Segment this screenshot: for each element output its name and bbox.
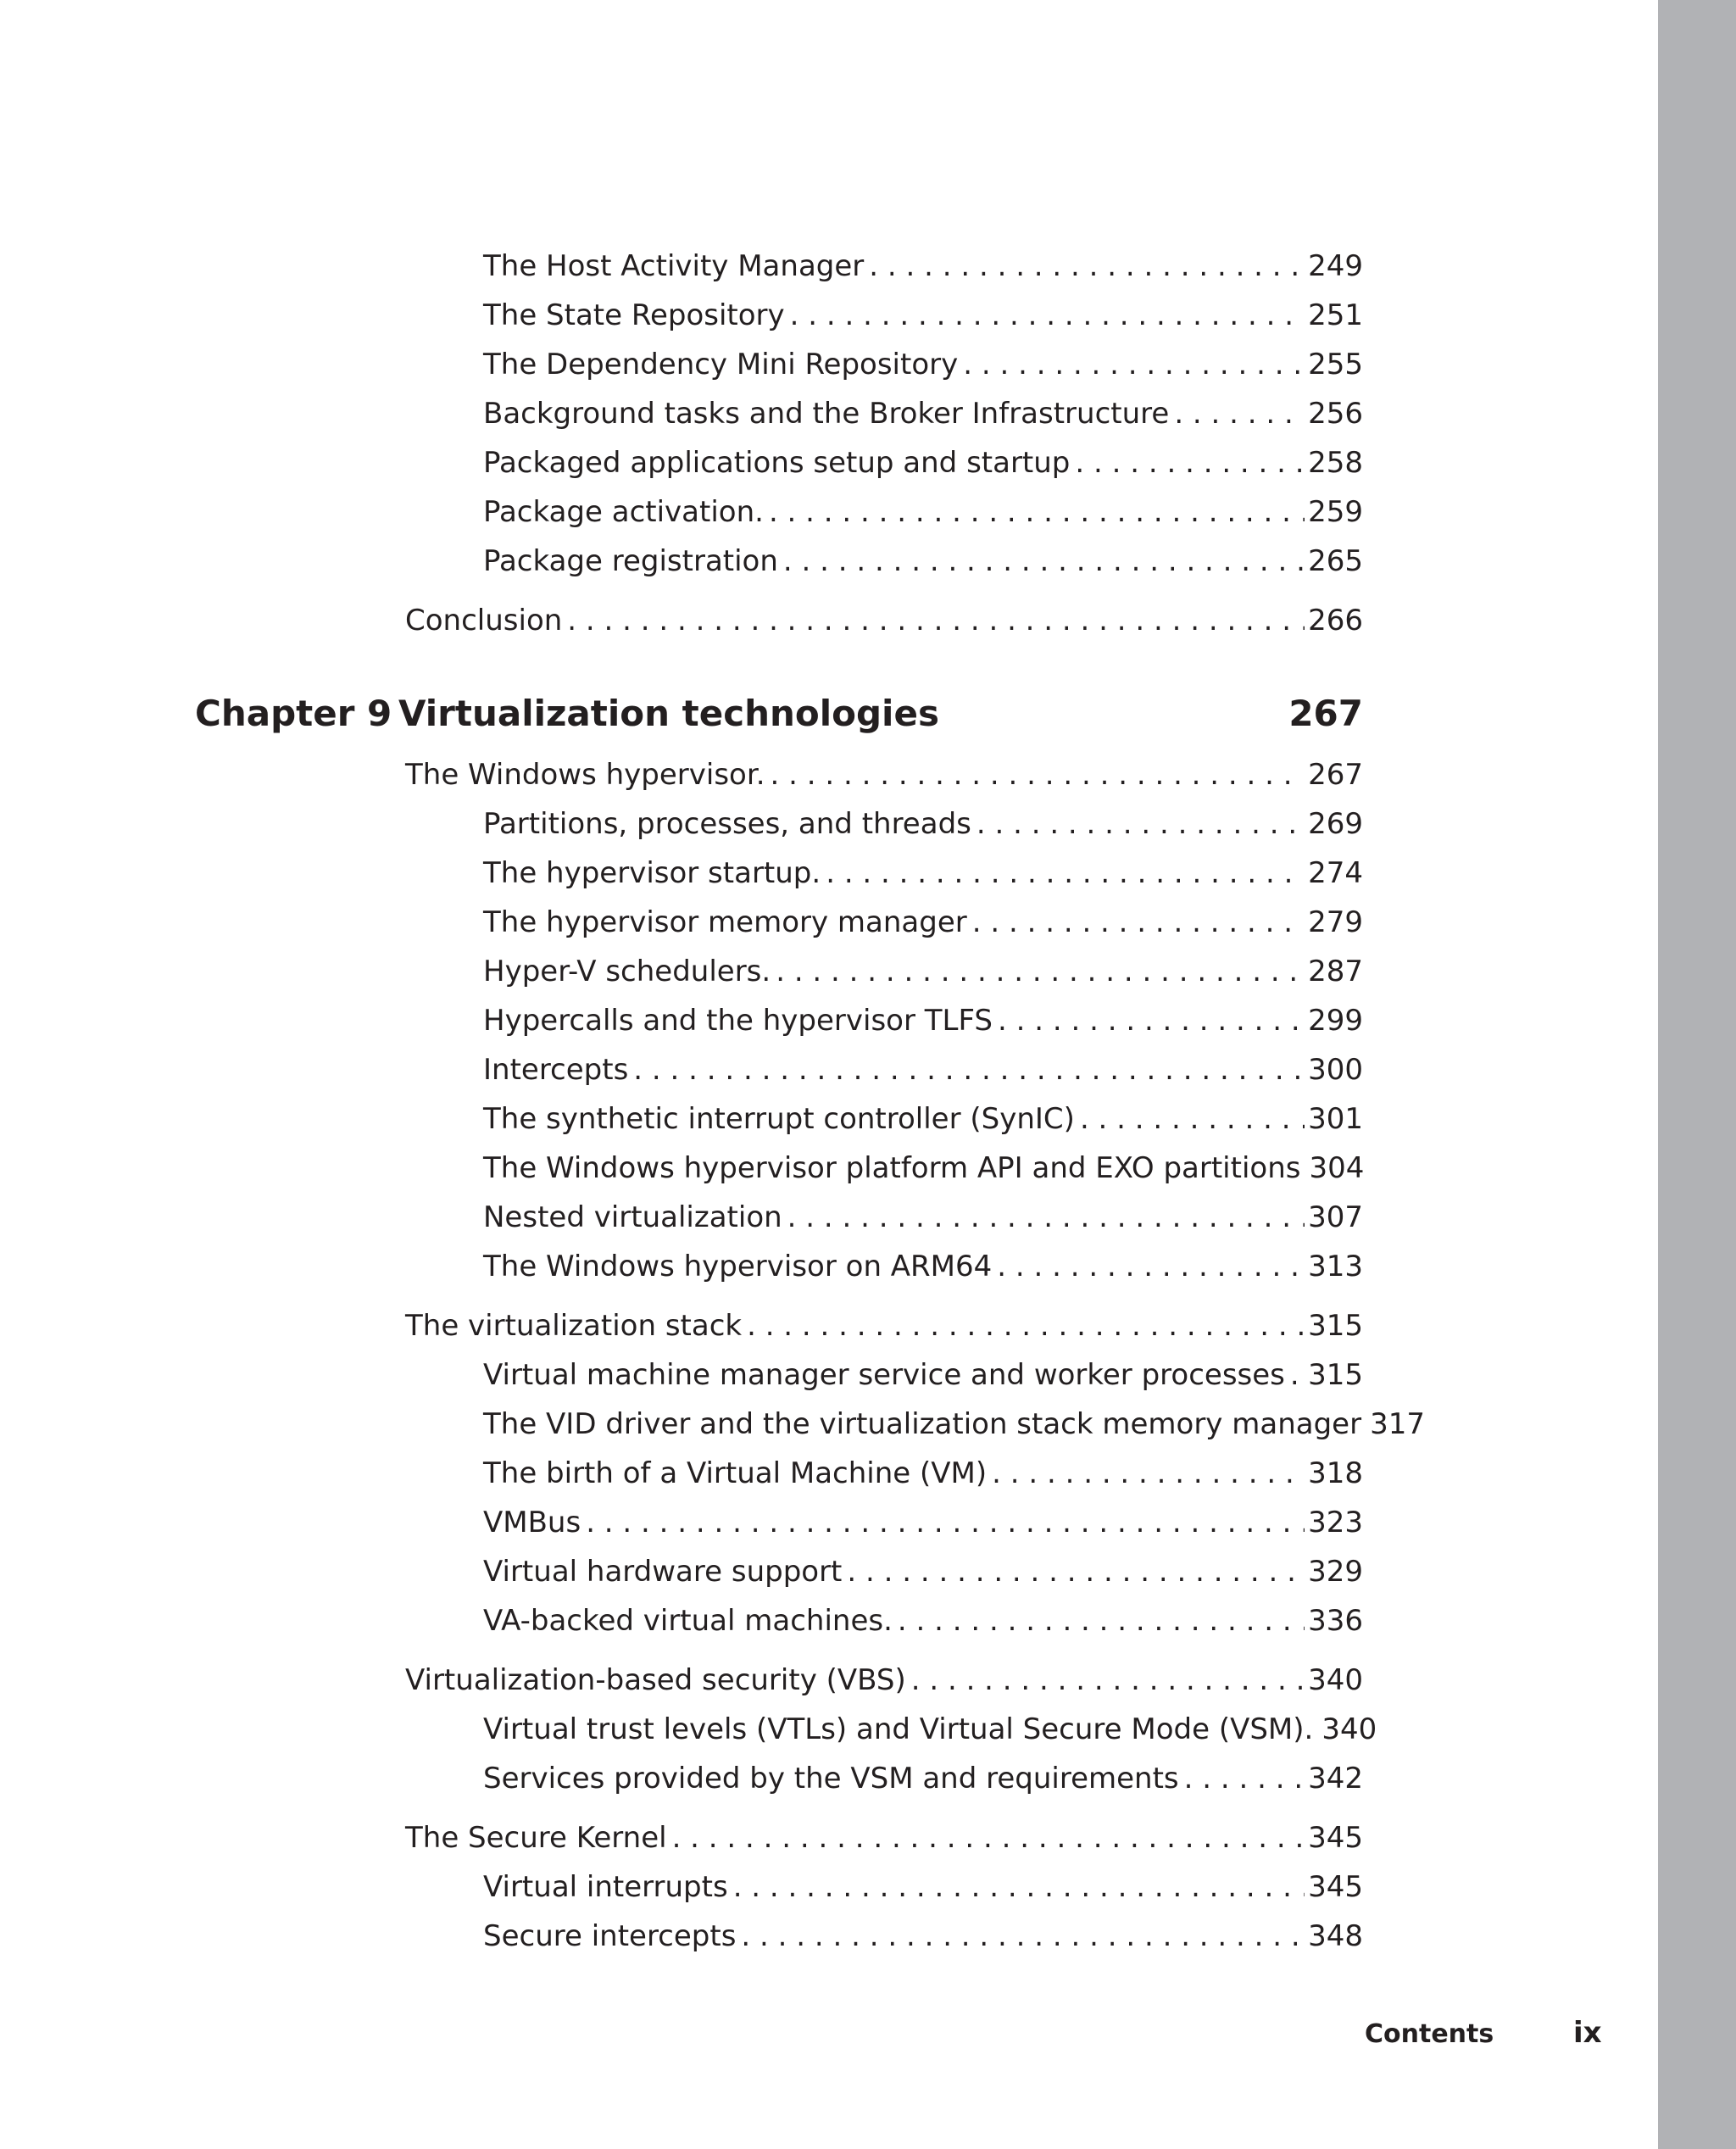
toc-entry-title: The virtualization stack bbox=[405, 1309, 743, 1343]
toc-entry-page: 274 bbox=[1308, 856, 1363, 890]
toc-entry-page: 315 bbox=[1308, 1358, 1363, 1392]
toc-entry[interactable] bbox=[483, 1199, 1363, 1236]
dot-leader bbox=[586, 1504, 1305, 1541]
toc-entry-title: The synthetic interrupt controller (SynIC) bbox=[483, 1102, 1075, 1136]
toc-section-entry[interactable] bbox=[405, 1819, 1363, 1857]
toc-entry-page: 307 bbox=[1308, 1200, 1363, 1234]
dot-leader bbox=[741, 1918, 1305, 1955]
footer-page-number: ix bbox=[1573, 2016, 1602, 2050]
dot-leader bbox=[998, 1002, 1305, 1039]
toc-entry[interactable] bbox=[483, 1248, 1363, 1285]
toc-entry-title: Hypercalls and the hypervisor TLFS bbox=[483, 1004, 993, 1038]
toc-entry-title: Partitions, processes, and threads bbox=[483, 807, 971, 841]
toc-entry-title: The birth of a Virtual Machine (VM) bbox=[483, 1456, 988, 1490]
toc-entry-page: 249 bbox=[1308, 249, 1363, 283]
footer-label: Contents bbox=[1365, 2019, 1494, 2049]
toc-entry-title: The Dependency Mini Repository bbox=[483, 348, 959, 381]
toc-entry-title: Background tasks and the Broker Infrastructure bbox=[483, 397, 1170, 431]
toc-entry-page: 259 bbox=[1308, 495, 1363, 529]
dot-leader bbox=[1080, 1100, 1305, 1138]
toc-entry-title: Hyper-V schedulers. bbox=[483, 955, 771, 988]
toc-entry-page: 340 bbox=[1308, 1663, 1363, 1697]
toc-section-entry[interactable] bbox=[405, 1662, 1363, 1699]
toc-entry-title: Virtual interrupts bbox=[483, 1870, 728, 1904]
toc-entry-page: 279 bbox=[1308, 905, 1363, 939]
toc-entry-page: 315 bbox=[1308, 1309, 1363, 1343]
toc-section-entry[interactable] bbox=[405, 602, 1363, 639]
toc-entry-page: 336 bbox=[1308, 1604, 1363, 1638]
chapter-page: 267 bbox=[1288, 693, 1363, 734]
toc-entry[interactable] bbox=[483, 444, 1363, 482]
toc-entry[interactable] bbox=[483, 1602, 1363, 1640]
toc-entry-title: Intercepts bbox=[483, 1053, 629, 1087]
dot-leader bbox=[672, 1819, 1305, 1857]
chapter-heading[interactable] bbox=[195, 690, 1363, 738]
dot-leader bbox=[633, 1051, 1305, 1088]
dot-leader bbox=[776, 953, 1305, 990]
dot-leader bbox=[911, 1662, 1305, 1699]
toc-entry-page: 317 bbox=[1370, 1407, 1425, 1441]
toc-entry[interactable] bbox=[483, 1711, 1377, 1748]
toc-entry-title: Packaged applications setup and startup bbox=[483, 446, 1071, 480]
toc-entry-page: 342 bbox=[1308, 1762, 1363, 1795]
dot-leader bbox=[790, 297, 1305, 334]
toc-entry-title: The Host Activity Manager bbox=[483, 249, 865, 283]
toc-entry[interactable] bbox=[483, 1100, 1363, 1138]
toc-entry[interactable] bbox=[483, 953, 1363, 990]
dot-leader bbox=[976, 805, 1305, 843]
toc-entry[interactable] bbox=[483, 1918, 1363, 1955]
dot-leader bbox=[567, 602, 1305, 639]
toc-entry-title: Virtual hardware support bbox=[483, 1555, 843, 1589]
toc-entry-title: The hypervisor memory manager bbox=[483, 905, 967, 939]
toc-entry-title: Virtual machine manager service and worker processes bbox=[483, 1358, 1285, 1392]
toc-entry-page: 269 bbox=[1308, 807, 1363, 841]
dot-leader bbox=[1290, 1356, 1305, 1394]
toc-entry[interactable] bbox=[483, 543, 1363, 580]
toc-entry-page: 318 bbox=[1308, 1456, 1363, 1490]
toc-entry-title: VMBus bbox=[483, 1506, 581, 1539]
dot-leader bbox=[783, 543, 1305, 580]
dot-leader bbox=[997, 1248, 1305, 1285]
toc-entry[interactable] bbox=[483, 1760, 1363, 1797]
dot-leader bbox=[771, 756, 1305, 793]
toc-entry-page: 304 bbox=[1309, 1151, 1365, 1185]
toc-entry[interactable] bbox=[483, 1553, 1363, 1590]
dot-leader bbox=[747, 1307, 1305, 1345]
toc-entry[interactable] bbox=[483, 1406, 1425, 1443]
toc-entry[interactable] bbox=[483, 1455, 1363, 1492]
toc-entry[interactable] bbox=[483, 395, 1363, 432]
toc-entry-page: 348 bbox=[1308, 1919, 1363, 1953]
chapter-label: Chapter 9 bbox=[195, 693, 392, 734]
dot-leader bbox=[1075, 444, 1305, 482]
chapter-title: Virtualization technologies bbox=[398, 693, 939, 734]
toc-entry[interactable] bbox=[483, 493, 1363, 531]
toc-entry[interactable] bbox=[483, 1051, 1363, 1088]
dot-leader bbox=[1184, 1760, 1305, 1797]
toc-entry-title: Virtualization-based security (VBS) bbox=[405, 1663, 906, 1697]
toc-entry-page: 329 bbox=[1308, 1555, 1363, 1589]
toc-entry-title: Conclusion bbox=[405, 604, 563, 637]
dot-leader bbox=[992, 1455, 1305, 1492]
dot-leader bbox=[972, 904, 1305, 941]
toc-entry-page: 299 bbox=[1308, 1004, 1363, 1038]
toc-entry-page: 267 bbox=[1308, 758, 1363, 792]
toc-entry-page: 345 bbox=[1308, 1821, 1363, 1855]
toc-entry-page: 300 bbox=[1308, 1053, 1363, 1087]
toc-entry-page: 313 bbox=[1308, 1250, 1363, 1283]
toc-entry[interactable] bbox=[483, 855, 1363, 892]
toc-section-entry[interactable] bbox=[405, 1307, 1363, 1345]
dot-leader bbox=[733, 1868, 1305, 1906]
toc-entry[interactable] bbox=[483, 1356, 1363, 1394]
dot-leader bbox=[826, 855, 1305, 892]
toc-entry[interactable] bbox=[483, 297, 1363, 334]
toc-entry[interactable] bbox=[483, 1002, 1363, 1039]
toc-entry-page: 323 bbox=[1308, 1506, 1363, 1539]
toc-entry-page: 251 bbox=[1308, 298, 1363, 332]
toc-entry[interactable] bbox=[483, 1150, 1363, 1187]
dot-leader bbox=[898, 1602, 1305, 1640]
toc-entry-title: Nested virtualization bbox=[483, 1200, 782, 1234]
toc-section-entry[interactable] bbox=[405, 756, 1363, 793]
toc-entry-page: 258 bbox=[1308, 446, 1363, 480]
dot-leader bbox=[963, 346, 1305, 383]
toc-entry[interactable] bbox=[483, 248, 1363, 285]
toc-entry-page: 265 bbox=[1308, 544, 1363, 578]
toc-entry-page: 256 bbox=[1308, 397, 1363, 431]
dot-leader bbox=[769, 493, 1305, 531]
toc-entry-title: The Windows hypervisor. bbox=[405, 758, 765, 792]
toc-entry[interactable] bbox=[483, 1868, 1363, 1906]
toc-entry-title: Services provided by the VSM and requirements bbox=[483, 1762, 1179, 1795]
toc-entry-title: The State Repository bbox=[483, 298, 785, 332]
dot-leader bbox=[1174, 395, 1305, 432]
toc-entry-title: The Secure Kernel bbox=[405, 1821, 667, 1855]
dot-leader bbox=[787, 1199, 1305, 1236]
toc-entry-title: Package activation. bbox=[483, 495, 764, 529]
toc-entry-title: Virtual trust levels (VTLs) and Virtual Secure Mode (VSM). bbox=[483, 1712, 1314, 1746]
toc-entry-page: 340 bbox=[1321, 1712, 1377, 1746]
toc-entry[interactable] bbox=[483, 346, 1363, 383]
toc-entry-title: Package registration bbox=[483, 544, 778, 578]
toc-entry-title: Secure intercepts bbox=[483, 1919, 737, 1953]
dot-leader bbox=[869, 248, 1305, 285]
toc-entry-page: 345 bbox=[1308, 1870, 1363, 1904]
toc-entry-title: The VID driver and the virtualization stack memory manager bbox=[483, 1407, 1362, 1441]
toc-entry-page: 301 bbox=[1308, 1102, 1363, 1136]
toc-entry[interactable] bbox=[483, 805, 1363, 843]
toc-entry-page: 255 bbox=[1308, 348, 1363, 381]
toc-entry-title: The Windows hypervisor on ARM64 bbox=[483, 1250, 993, 1283]
toc-entry-title: VA-backed virtual machines. bbox=[483, 1604, 893, 1638]
dot-leader bbox=[847, 1553, 1305, 1590]
toc-entry-title: The hypervisor startup. bbox=[483, 856, 821, 890]
toc-entry[interactable] bbox=[483, 904, 1363, 941]
toc-entry[interactable] bbox=[483, 1504, 1363, 1541]
toc-entry-title: The Windows hypervisor platform API and EXO partitions bbox=[483, 1151, 1301, 1185]
toc-entry-page: 287 bbox=[1308, 955, 1363, 988]
toc-entry-page: 266 bbox=[1308, 604, 1363, 637]
